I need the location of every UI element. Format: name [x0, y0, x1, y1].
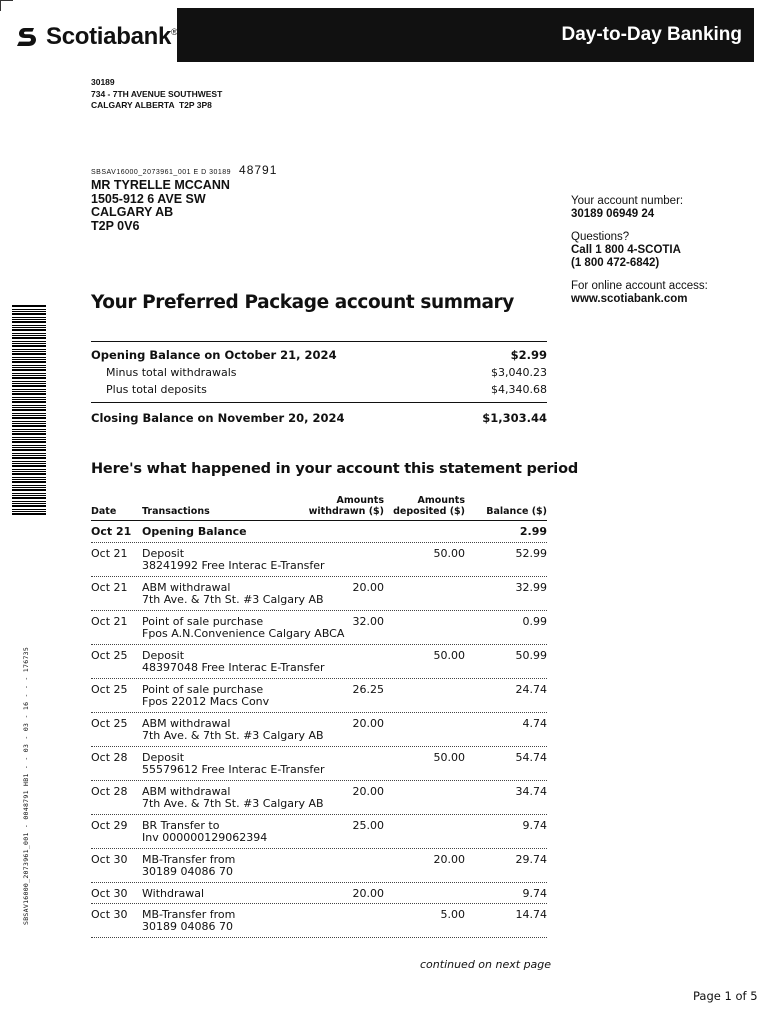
account-summary: [91, 341, 547, 427]
barcode-bar: [12, 465, 46, 467]
barcode-bar: [12, 481, 46, 483]
barcode-bar: [12, 397, 46, 398]
closing-balance-label: Closing Balance on November 20, 2024: [91, 410, 345, 425]
barcode-bar: [12, 345, 46, 347]
table-row: Oct 30 Withdrawal 20.00 9.74: [91, 883, 547, 904]
customer-city: CALGARY AB: [91, 205, 174, 219]
barcode-bar: [12, 439, 46, 440]
barcode-bar: [12, 367, 46, 368]
barcode-bar: [12, 335, 46, 336]
barcode-bar: [12, 405, 46, 406]
barcode-bar: [12, 415, 46, 416]
branch-transit: 30189: [91, 77, 115, 87]
account-number: 30189 06949 24: [571, 208, 655, 220]
deposits-label: Plus total deposits: [106, 383, 207, 397]
barcode-bar: [12, 393, 46, 395]
barcode-bar: [12, 461, 46, 462]
barcode-bar: [12, 317, 46, 318]
barcode-bar: [12, 417, 46, 419]
barcode-bar: [12, 389, 46, 390]
barcode-bar: [12, 353, 46, 355]
closing-balance-value: $1,303.44: [482, 410, 547, 425]
website-link[interactable]: www.scotiabank.com: [571, 293, 688, 305]
barcode-bar: [12, 423, 46, 424]
barcode-bar: [12, 391, 46, 392]
barcode-bar: [12, 463, 46, 464]
barcode-bar: [12, 325, 46, 326]
barcode-bar: [12, 319, 46, 320]
branch-address: [91, 77, 222, 112]
phone-number: Call 1 800 4-SCOTIA: [571, 244, 681, 256]
customer-name: MR TYRELLE MCCANN: [91, 178, 230, 192]
barcode-bar: [12, 385, 46, 387]
barcode-bar: [12, 313, 46, 315]
barcode-bar: [12, 329, 46, 331]
barcode-bar: [12, 321, 46, 323]
barcode-bar: [12, 457, 46, 459]
barcode-bar: [12, 311, 46, 312]
barcode-bar: [12, 399, 46, 400]
header-balance: Balance ($): [486, 506, 547, 517]
barcode-bar: [12, 359, 46, 360]
transactions-header: [91, 491, 547, 521]
scotiabank-logo: [14, 22, 177, 52]
deposits-value: $4,340.68: [491, 383, 547, 397]
header-withdrawn: Amounts withdrawn ($): [308, 495, 384, 517]
header-transactions: Transactions: [142, 506, 210, 517]
table-row: Oct 28 ABM withdrawal 7th Ave. & 7th St. #3 Calgary AB 20.00 34.74: [91, 781, 547, 815]
opening-balance-label: Opening Balance on October 21, 2024: [91, 347, 337, 362]
closing-balance-row: [91, 402, 547, 427]
table-row: Oct 25 ABM withdrawal 7th Ave. & 7th St. #3 Calgary AB 20.00 4.74: [91, 713, 547, 747]
table-row: Oct 29 BR Transfer to Inv 000000129062394 25.00 9.74: [91, 815, 547, 849]
barcode-bar: [12, 341, 46, 342]
table-row: Oct 21 ABM withdrawal 7th Ave. & 7th St. #3 Calgary AB 20.00 32.99: [91, 577, 547, 611]
mailing-sequence: 48791: [239, 163, 278, 177]
barcode-bar: [12, 429, 46, 430]
opening-balance-row: [91, 341, 547, 364]
continued-note: continued on next page: [420, 958, 552, 971]
barcode-bar: [12, 413, 46, 414]
section-banner: Day-to-Day Banking: [177, 8, 754, 62]
page-number: Page 1 of 5: [693, 989, 758, 1003]
barcode-bar: [12, 351, 46, 352]
header-deposited: Amounts deposited ($): [393, 495, 465, 517]
barcode-bar: [12, 309, 46, 310]
barcode-bar: [12, 437, 46, 438]
barcode-bar: [12, 501, 46, 502]
barcode-bar: [12, 453, 46, 454]
barcode-bar: [12, 365, 46, 366]
barcode-bar: [12, 495, 46, 496]
barcode-bar: [12, 513, 46, 515]
online-access-label: For online account access:: [571, 280, 708, 292]
customer-address: [91, 179, 230, 233]
table-row: Oct 30 MB-Transfer from 30189 04086 70 5.00 14.74: [91, 904, 547, 938]
barcode-bar: [12, 361, 46, 363]
barcode-bar: [12, 503, 46, 504]
scotiabank-s-icon: [14, 24, 40, 50]
barcode-bar: [12, 449, 46, 451]
questions-label: Questions?: [571, 231, 630, 243]
barcode-bar: [12, 375, 46, 376]
barcode-bar: [12, 485, 46, 486]
barcode-bar: [12, 479, 46, 480]
barcode-bar: [12, 333, 46, 334]
barcode-bar: [12, 401, 46, 403]
barcode-bar: [12, 343, 46, 344]
mail-barcode: [12, 305, 46, 517]
barcode-bar: [12, 369, 46, 371]
barcode-bar: [12, 505, 46, 507]
barcode-bar: [12, 441, 46, 443]
table-row: Oct 21 Point of sale purchase Fpos A.N.Convenience Calgary ABCA 32.00 0.99: [91, 611, 547, 645]
barcode-bar: [12, 305, 46, 307]
barcode-bar: [12, 469, 46, 470]
barcode-bar: [12, 407, 46, 408]
summary-title: Your Preferred Package account summary: [91, 292, 514, 313]
account-number-label: Your account number:: [571, 195, 684, 207]
side-tracking-code: SBSAV16000_2073961_001 - 0048791 HB1 - - 03 - 03 - 16 - - - 176735: [22, 646, 30, 925]
barcode-bar: [12, 447, 46, 448]
mailing-code: SBSAV16000_2073961_001 E D 30189 48791: [91, 163, 278, 177]
phone-number-alt: (1 800 472-6842): [571, 257, 660, 269]
barcode-bar: [12, 509, 46, 510]
transactions-table: [91, 491, 547, 938]
account-info: [571, 195, 708, 316]
barcode-bar: [12, 383, 46, 384]
table-row: Oct 28 Deposit 55579612 Free Interac E-Transfer 50.00 54.74: [91, 747, 547, 781]
barcode-bar: [12, 433, 46, 435]
header-date: Date: [91, 506, 117, 517]
barcode-bar: [12, 493, 46, 494]
barcode-bar: [12, 489, 46, 491]
barcode-bar: [12, 377, 46, 379]
barcode-bar: [12, 421, 46, 422]
barcode-bar: [12, 473, 46, 475]
table-row: Oct 21 Deposit 38241992 Free Interac E-Transfer 50.00 52.99: [91, 543, 547, 577]
branch-line1: 734 - 7TH AVENUE SOUTHWEST: [91, 88, 223, 99]
barcode-bar: [12, 471, 46, 472]
withdrawals-value: $3,040.23: [491, 365, 547, 379]
barcode-bar: [12, 487, 46, 488]
barcode-bar: [12, 409, 46, 411]
barcode-bar: [12, 445, 46, 446]
table-row: Oct 25 Deposit 48397048 Free Interac E-Transfer 50.00 50.99: [91, 645, 547, 679]
branch-line2: CALGARY ALBERTA T2P 3P8: [91, 100, 212, 110]
barcode-bar: [12, 431, 46, 432]
table-row: Oct 30 MB-Transfer from 30189 04086 70 20.00 29.74: [91, 849, 547, 883]
deposits-row: [91, 381, 547, 399]
barcode-bar: [12, 477, 46, 478]
brand-name: Scotiabank®: [46, 23, 178, 50]
withdrawals-label: Minus total withdrawals: [106, 365, 237, 379]
barcode-bar: [12, 497, 46, 499]
customer-postal: T2P 0V6: [91, 218, 140, 233]
barcode-bar: [12, 511, 46, 512]
barcode-bar: [12, 373, 46, 374]
barcode-bar: [12, 357, 46, 358]
barcode-bar: [12, 381, 46, 382]
barcode-bar: [12, 425, 46, 427]
table-row: Oct 21 Opening Balance 2.99: [91, 521, 547, 543]
barcode-bar: [12, 327, 46, 328]
opening-balance-value: $2.99: [510, 347, 547, 362]
withdrawals-row: [91, 364, 547, 382]
barcode-bar: [12, 349, 46, 350]
transactions-title: Here's what happened in your account this statement period: [91, 461, 579, 477]
page-corner-mark: [0, 0, 13, 11]
barcode-bar: [12, 455, 46, 456]
table-row: Oct 25 Point of sale purchase Fpos 22012 Macs Conv 26.25 24.74: [91, 679, 547, 713]
customer-street: 1505-912 6 AVE SW: [91, 191, 206, 206]
barcode-bar: [12, 337, 46, 339]
